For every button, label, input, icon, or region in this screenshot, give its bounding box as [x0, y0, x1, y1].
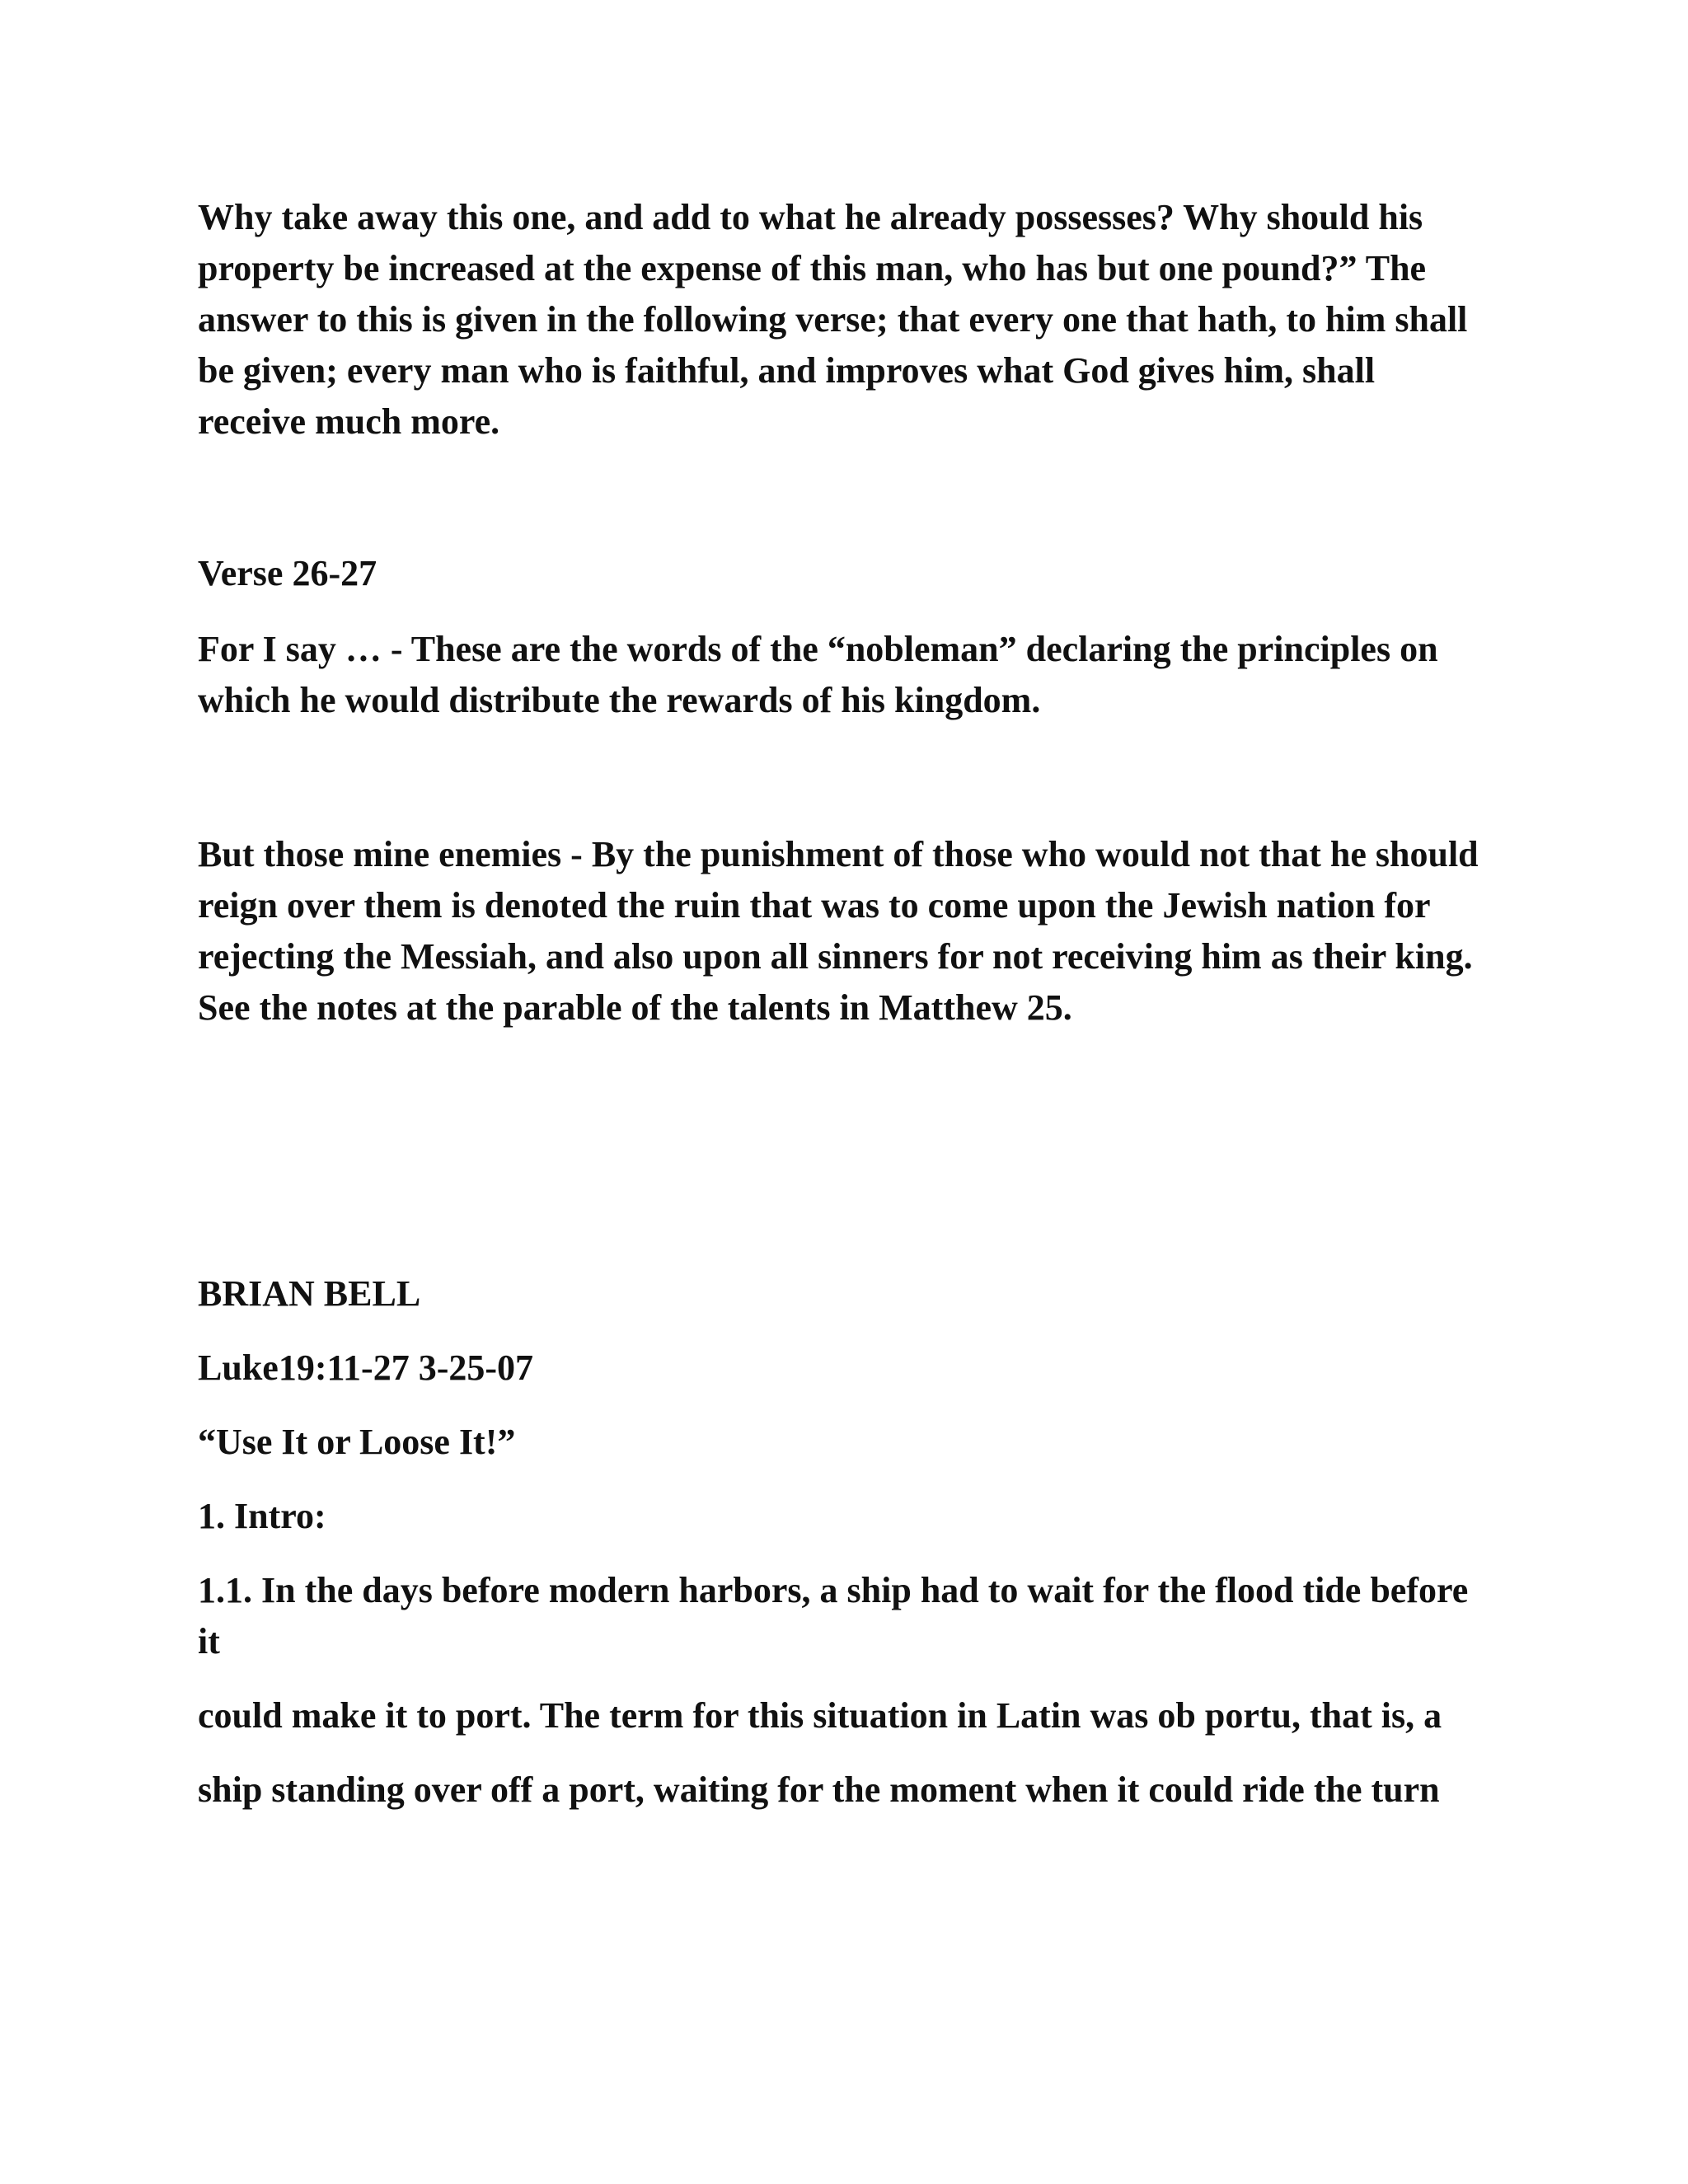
- point-1-1-continued-2: ship standing over off a port, waiting for the moment when it could ride the turn: [198, 1769, 1440, 1810]
- paragraph-why-take-away: Why take away this one, and add to what he already possesses? Why should his property be increased at the expense of this man, who has but one pound?” The answer to this is given in the following verse; that every one that hath, to him shall be given; every man who is faithful, and improves what God gives him, shall receive much more.: [198, 197, 1468, 442]
- intro-heading: 1. Intro:: [198, 1496, 326, 1536]
- sermon-title: “Use It or Loose It!”: [198, 1422, 516, 1462]
- paragraph-mine-enemies: But those mine enemies - By the punishment of those who would not that he should reign over them is denoted the ruin that was to come upon the Jewish nation for rejecting the Messiah, and also upon all sinners for not receiving him as their king. See the notes at the parable of the talents in Matthew 25.: [198, 834, 1479, 1028]
- verse-heading: Verse 26-27: [198, 553, 377, 593]
- paragraph-for-i-say: For I say … - These are the words of the “nobleman” declaring the principles on which he would distribute the rewards of his kingdom.: [198, 629, 1438, 720]
- point-1-1-continued: could make it to port. The term for this situation in Latin was ob portu, that is, a: [198, 1695, 1442, 1736]
- point-1-1: 1.1. In the days before modern harbors, a ship had to wait for the flood tide before it: [198, 1570, 1469, 1661]
- scripture-reference: Luke19:11-27 3-25-07: [198, 1347, 533, 1388]
- document-body: [198, 192, 1484, 1816]
- author-name: BRIAN BELL: [198, 1273, 421, 1314]
